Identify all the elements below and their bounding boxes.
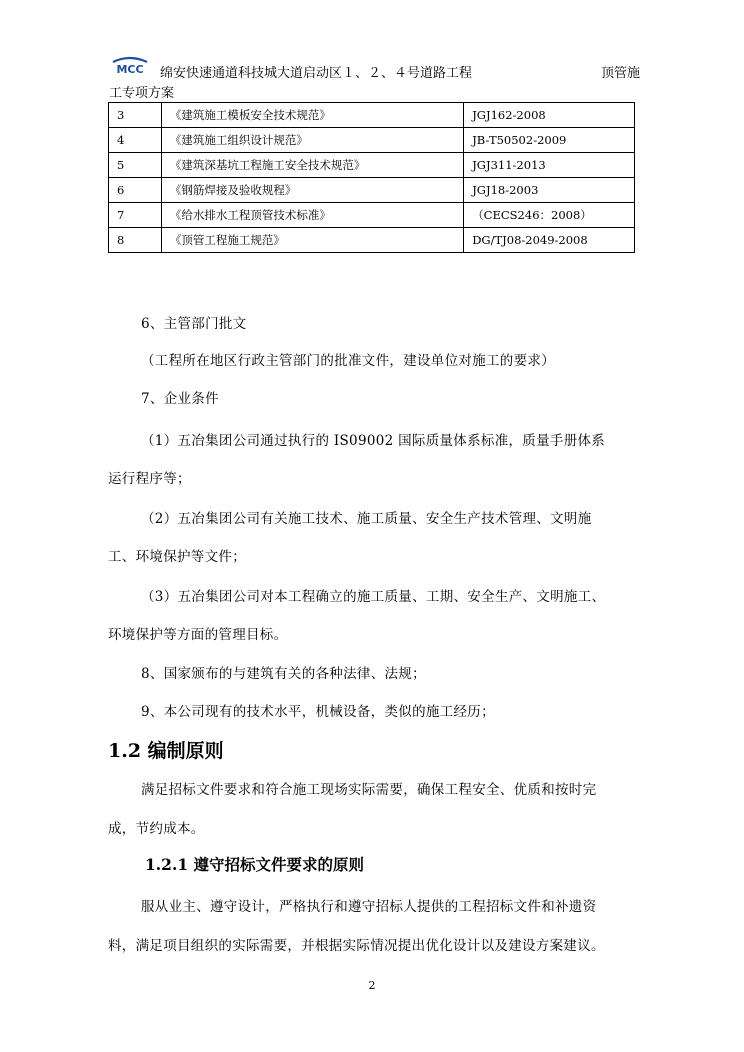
section-heading: 1.2 编制原则 bbox=[108, 740, 224, 762]
svg-text:MCC: MCC bbox=[116, 63, 144, 74]
standard-code: DG/TJ08-2049-2008 bbox=[464, 228, 635, 253]
table-row bbox=[109, 203, 635, 228]
item-7-1-line2: 运行程序等； bbox=[108, 471, 191, 487]
page-number: 2 bbox=[368, 979, 376, 992]
standard-name: 《钢筋焊接及验收规程》 bbox=[161, 178, 463, 203]
table-row bbox=[109, 153, 635, 178]
header-title-wrap: 工专项方案 bbox=[109, 86, 175, 101]
item-9: 9、本公司现有的技术水平，机械设备，类似的施工经历； bbox=[141, 704, 495, 720]
subsection-text-line1: 服从业主、遵守设计，严格执行和遵守招标人提供的工程招标文件和补遗资 bbox=[141, 899, 597, 915]
item-7-3-line1: （3）五冶集团公司对本工程确立的施工质量、工期、安全生产、文明施工、 bbox=[141, 589, 606, 605]
standard-name: 《顶管工程施工规范》 bbox=[161, 228, 463, 253]
table-row bbox=[109, 103, 635, 128]
item-7-2-line2: 工、环境保护等文件； bbox=[108, 549, 246, 565]
item-8: 8、国家颁布的与建筑有关的各种法律、法规； bbox=[141, 666, 426, 682]
table-row bbox=[109, 128, 635, 153]
standard-name: 《建筑深基坑工程施工安全技术规范》 bbox=[161, 153, 463, 178]
row-number: 4 bbox=[109, 128, 162, 153]
standard-code: （CECS246：2008） bbox=[464, 203, 635, 228]
header-title-right: 顶管施 bbox=[601, 66, 641, 81]
section-text-line1: 满足招标文件要求和符合施工现场实际需要，确保工程安全、优质和按时完 bbox=[141, 782, 597, 798]
subsection-text-line2: 料，满足项目组织的实际需要，并根据实际情况提出优化设计以及建设方案建议。 bbox=[108, 938, 605, 954]
item-6-title: 6、主管部门批文 bbox=[141, 316, 247, 332]
standard-code: JGJ18-2003 bbox=[464, 178, 635, 203]
standard-name: 《给水排水工程顶管技术标准》 bbox=[161, 203, 463, 228]
standard-code: JGJ311-2013 bbox=[464, 153, 635, 178]
subsection-heading: 1.2.1 遵守招标文件要求的原则 bbox=[145, 855, 365, 874]
item-7-2-line1: （2）五冶集团公司有关施工技术、施工质量、安全生产技术管理、文明施 bbox=[141, 511, 592, 527]
standards-table bbox=[108, 102, 635, 253]
header-title: 绵安快速通道科技城大道启动区１、２、４号道路工程 bbox=[160, 66, 473, 81]
section-text-line2: 成，节约成本。 bbox=[108, 821, 205, 837]
item-7-title: 7、企业条件 bbox=[141, 391, 219, 407]
item-7-1-line1: （1）五冶集团公司通过执行的 IS09002 国际质量体系标准，质量手册体系 bbox=[141, 433, 606, 449]
standard-code: JB-T50502-2009 bbox=[464, 128, 635, 153]
standard-name: 《建筑施工模板安全技术规范》 bbox=[161, 103, 463, 128]
standard-code: JGJ162-2008 bbox=[464, 103, 635, 128]
row-number: 3 bbox=[109, 103, 162, 128]
standard-name: 《建筑施工组织设计规范》 bbox=[161, 128, 463, 153]
row-number: 8 bbox=[109, 228, 162, 253]
item-6-text: （工程所在地区行政主管部门的批准文件，建设单位对施工的要求） bbox=[141, 353, 555, 369]
table-row bbox=[109, 228, 635, 253]
row-number: 7 bbox=[109, 203, 162, 228]
row-number: 5 bbox=[109, 153, 162, 178]
mcc-logo bbox=[110, 56, 150, 74]
table-row bbox=[109, 178, 635, 203]
item-7-3-line2: 环境保护等方面的管理目标。 bbox=[108, 627, 288, 643]
row-number: 6 bbox=[109, 178, 162, 203]
